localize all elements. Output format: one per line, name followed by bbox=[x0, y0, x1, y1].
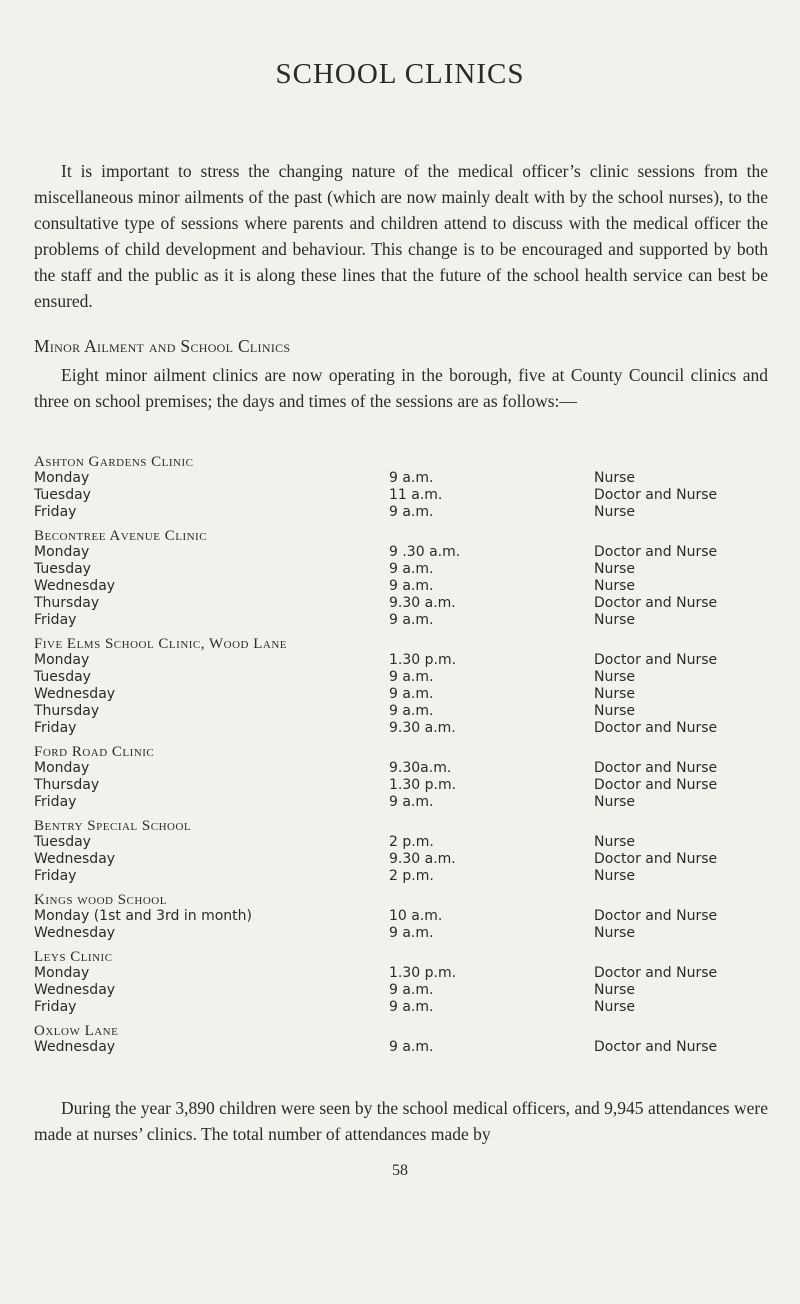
session-row bbox=[34, 612, 774, 629]
clinic-block bbox=[34, 1024, 774, 1056]
clinic-block bbox=[34, 950, 774, 1016]
session-staff: Doctor and Nurse bbox=[594, 720, 718, 736]
intro-paragraph: It is important to stress the changing nature of the medical officer’s clinic sessions from the miscellaneous minor ailments of the past (which are now mainly dealt with by the school nurses), to the consultative type of sessions where parents and children attend to discuss with the medical officer the problems of child development and behaviour. This change is to be encouraged and supported by both the staff and the public as it is along these lines that the future of the school health service can best be ensured. bbox=[34, 161, 768, 311]
session-time: 10 a.m. bbox=[389, 908, 443, 924]
session-staff: Nurse bbox=[594, 925, 636, 941]
session-staff: Nurse bbox=[594, 561, 636, 577]
session-day: Monday bbox=[34, 652, 90, 668]
session-row bbox=[34, 504, 774, 521]
session-day: Monday (1st and 3rd in month) bbox=[34, 908, 252, 924]
session-day: Monday bbox=[34, 470, 90, 486]
session-staff: Doctor and Nurse bbox=[594, 1039, 718, 1055]
session-time: 9 a.m. bbox=[389, 703, 434, 719]
session-time: 1.30 p.m. bbox=[389, 652, 457, 668]
session-staff: Nurse bbox=[594, 834, 636, 850]
session-row bbox=[34, 794, 774, 811]
session-day: Thursday bbox=[34, 703, 100, 719]
session-row bbox=[34, 652, 774, 669]
session-day: Friday bbox=[34, 868, 77, 884]
session-staff: Nurse bbox=[594, 982, 636, 998]
clinic-name: Becontree Avenue Clinic bbox=[34, 528, 208, 544]
session-staff: Doctor and Nurse bbox=[594, 487, 718, 503]
session-time: 9 a.m. bbox=[389, 686, 434, 702]
session-day: Wednesday bbox=[34, 578, 116, 594]
session-day: Wednesday bbox=[34, 851, 116, 867]
session-staff: Doctor and Nurse bbox=[594, 544, 718, 560]
session-day: Wednesday bbox=[34, 686, 116, 702]
session-day: Friday bbox=[34, 504, 77, 520]
session-row bbox=[34, 868, 774, 885]
session-row bbox=[34, 669, 774, 686]
section-intro-paragraph: Eight minor ailment clinics are now operating in the borough, five at County Council clinics and three on school premises; the days and times of the sessions are as follows:— bbox=[34, 365, 768, 411]
session-row bbox=[34, 470, 774, 487]
session-staff: Nurse bbox=[594, 999, 636, 1015]
clinic-block bbox=[34, 819, 774, 885]
session-staff: Doctor and Nurse bbox=[594, 760, 718, 776]
session-day: Friday bbox=[34, 999, 77, 1015]
clinic-name: Ford Road Clinic bbox=[34, 744, 155, 760]
session-time: 9.30 a.m. bbox=[389, 595, 456, 611]
session-day: Monday bbox=[34, 760, 90, 776]
session-time: 9 a.m. bbox=[389, 999, 434, 1015]
session-time: 9 .30 a.m. bbox=[389, 544, 461, 560]
session-staff: Doctor and Nurse bbox=[594, 965, 718, 981]
session-staff: Nurse bbox=[594, 578, 636, 594]
session-time: 1.30 p.m. bbox=[389, 777, 457, 793]
session-time: 9 a.m. bbox=[389, 612, 434, 628]
clinic-name: Oxlow Lane bbox=[34, 1023, 119, 1039]
session-day: Tuesday bbox=[34, 487, 91, 503]
session-row bbox=[34, 703, 774, 720]
session-time: 9.30 a.m. bbox=[389, 720, 456, 736]
session-day: Tuesday bbox=[34, 834, 91, 850]
session-row bbox=[34, 777, 774, 794]
session-staff: Nurse bbox=[594, 669, 636, 685]
session-time: 9.30 a.m. bbox=[389, 851, 456, 867]
session-row bbox=[34, 720, 774, 737]
session-time: 9 a.m. bbox=[389, 794, 434, 810]
session-time: 9 a.m. bbox=[389, 561, 434, 577]
section-heading: Minor Ailment and School Clinics bbox=[34, 336, 291, 356]
session-staff: Doctor and Nurse bbox=[594, 595, 718, 611]
session-row bbox=[34, 965, 774, 982]
session-time: 9 a.m. bbox=[389, 504, 434, 520]
session-day: Friday bbox=[34, 794, 77, 810]
session-staff: Nurse bbox=[594, 794, 636, 810]
session-row bbox=[34, 982, 774, 999]
session-row bbox=[34, 686, 774, 703]
session-staff: Doctor and Nurse bbox=[594, 908, 718, 924]
session-staff: Nurse bbox=[594, 612, 636, 628]
session-day: Thursday bbox=[34, 595, 100, 611]
session-day: Thursday bbox=[34, 777, 100, 793]
clinic-block bbox=[34, 529, 774, 629]
clinic-block bbox=[34, 745, 774, 811]
page-title: SCHOOL CLINICS bbox=[275, 58, 525, 90]
session-time: 2 p.m. bbox=[389, 834, 434, 850]
clinic-name: Ashton Gardens Clinic bbox=[34, 454, 194, 470]
session-time: 1.30 p.m. bbox=[389, 965, 457, 981]
session-staff: Nurse bbox=[594, 686, 636, 702]
session-row bbox=[34, 561, 774, 578]
session-row bbox=[34, 487, 774, 504]
session-staff: Nurse bbox=[594, 470, 636, 486]
session-time: 11 a.m. bbox=[389, 487, 443, 503]
clinic-block bbox=[34, 637, 774, 737]
session-row bbox=[34, 760, 774, 777]
page-number: 58 bbox=[392, 1162, 408, 1179]
clinic-block bbox=[34, 455, 774, 521]
closing-paragraph: During the year 3,890 children were seen by the school medical officers, and 9,945 attendances were made at nurses’ clinics. The total number of attendances made by bbox=[34, 1098, 768, 1144]
session-staff: Nurse bbox=[594, 703, 636, 719]
session-time: 9 a.m. bbox=[389, 982, 434, 998]
session-day: Monday bbox=[34, 965, 90, 981]
session-day: Wednesday bbox=[34, 982, 116, 998]
session-time: 9 a.m. bbox=[389, 925, 434, 941]
clinic-block bbox=[34, 893, 774, 942]
session-row bbox=[34, 925, 774, 942]
session-time: 9 a.m. bbox=[389, 578, 434, 594]
session-staff: Nurse bbox=[594, 868, 636, 884]
session-day: Wednesday bbox=[34, 925, 116, 941]
session-row bbox=[34, 834, 774, 851]
session-row bbox=[34, 908, 774, 925]
session-staff: Nurse bbox=[594, 504, 636, 520]
session-day: Tuesday bbox=[34, 669, 91, 685]
session-row bbox=[34, 851, 774, 868]
session-row bbox=[34, 999, 774, 1016]
session-day: Friday bbox=[34, 720, 77, 736]
session-time: 9.30a.m. bbox=[389, 760, 452, 776]
clinic-name: Leys Clinic bbox=[34, 949, 113, 965]
session-day: Friday bbox=[34, 612, 77, 628]
clinic-schedule bbox=[34, 455, 774, 1064]
session-row bbox=[34, 544, 774, 561]
session-staff: Doctor and Nurse bbox=[594, 777, 718, 793]
clinic-name: Five Elms School Clinic, Wood Lane bbox=[34, 636, 287, 652]
clinic-name: Bentry Special School bbox=[34, 818, 192, 834]
session-staff: Doctor and Nurse bbox=[594, 851, 718, 867]
session-staff: Doctor and Nurse bbox=[594, 652, 718, 668]
session-row bbox=[34, 578, 774, 595]
session-row bbox=[34, 1039, 774, 1056]
clinic-name: Kings wood School bbox=[34, 892, 167, 908]
session-row bbox=[34, 595, 774, 612]
session-day: Tuesday bbox=[34, 561, 91, 577]
session-time: 2 p.m. bbox=[389, 868, 434, 884]
session-time: 9 a.m. bbox=[389, 470, 434, 486]
session-time: 9 a.m. bbox=[389, 669, 434, 685]
session-time: 9 a.m. bbox=[389, 1039, 434, 1055]
session-day: Monday bbox=[34, 544, 90, 560]
session-day: Wednesday bbox=[34, 1039, 116, 1055]
